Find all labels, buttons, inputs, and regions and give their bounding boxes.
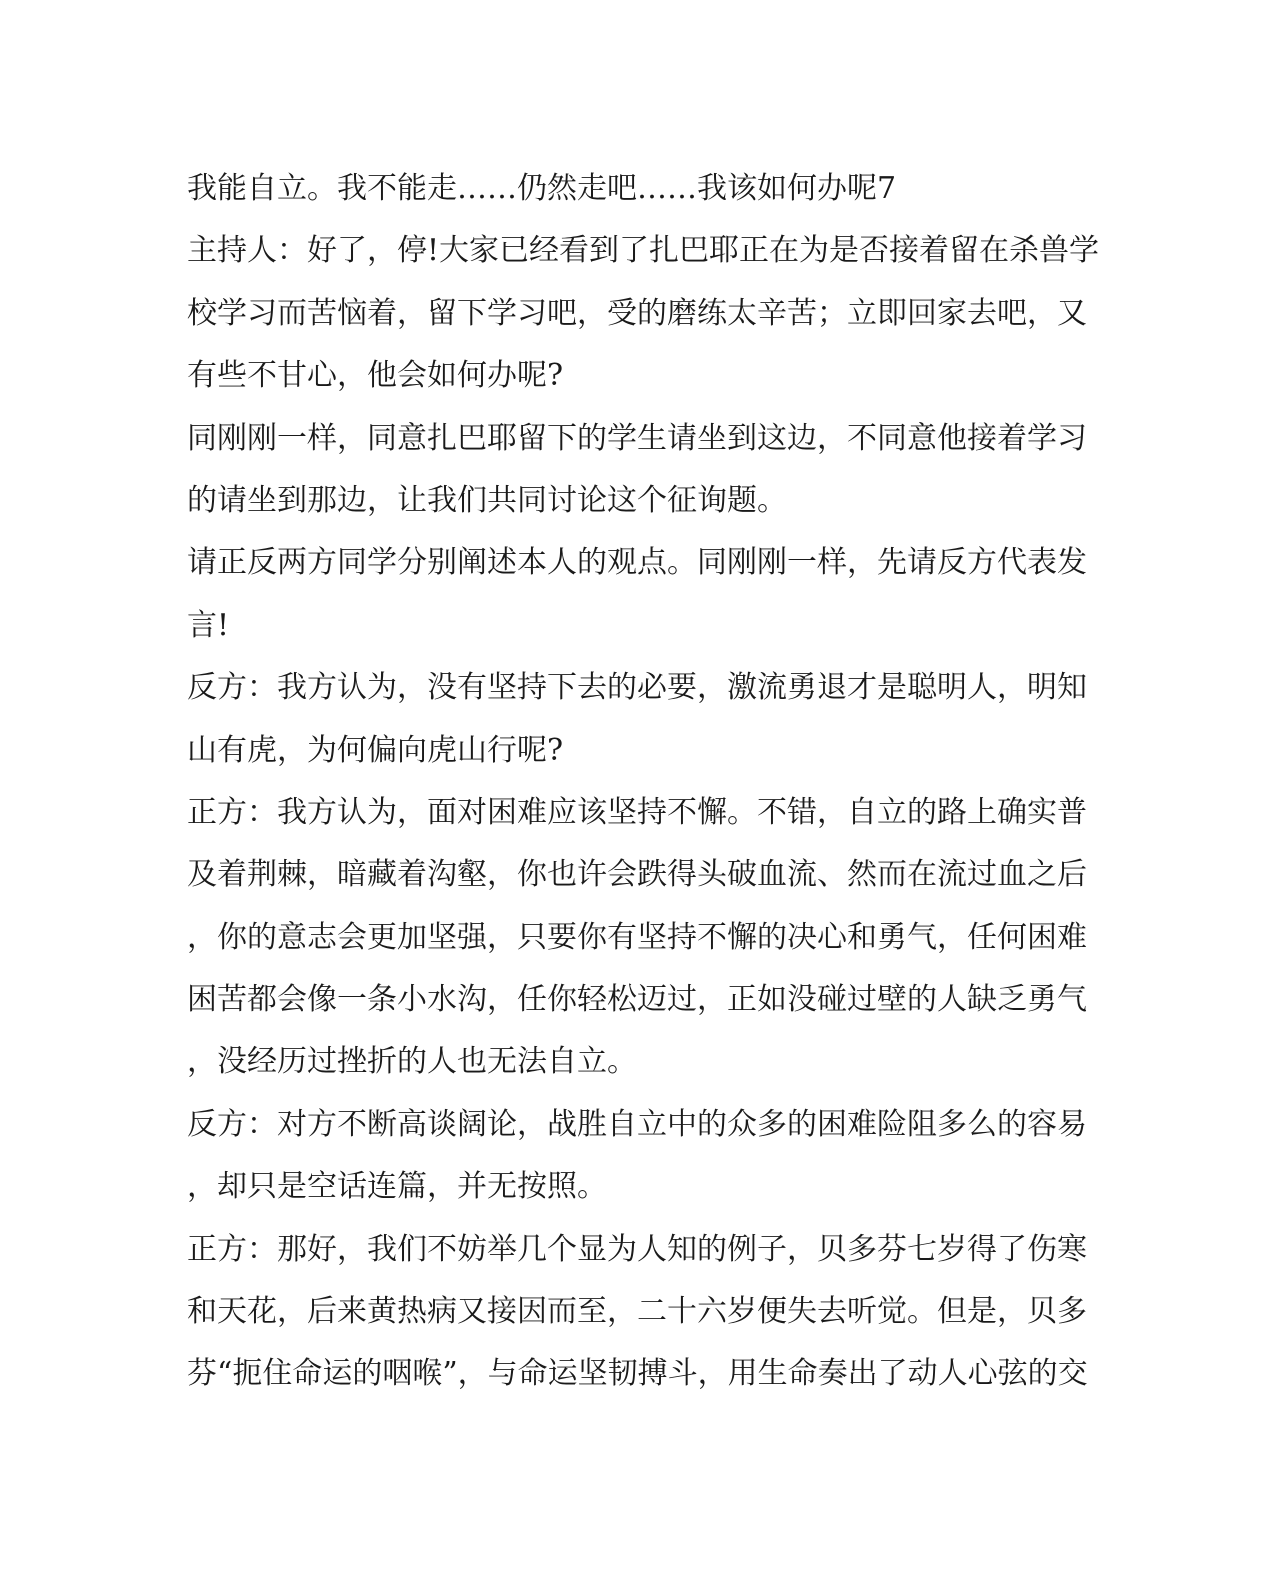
text-line-18: 正方：那好，我们不妨举几个显为人知的例子，贝多芬七岁得了伤寒: [187, 1231, 1087, 1267]
text-line-16: 反方：对方不断高谈阔论，战胜自立中的众多的困难险阻多么的容易: [187, 1106, 1087, 1142]
text-line-3: 校学习而苦恼着，留下学习吧，受的磨练太辛苦；立即回家去吧，又: [187, 295, 1087, 331]
text-line-19: 和天花，后来黄热病又接因而至，二十六岁便失去听觉。但是，贝多: [187, 1294, 1087, 1330]
text-line-17: ，却只是空话连篇，并无按照。: [187, 1169, 607, 1205]
text-line-13: ，你的意志会更加坚强，只要你有坚持不懈的决心和勇气，任何困难: [187, 919, 1087, 955]
text-line-20: 芬“扼住命运的咽喉”，与命运坚韧搏斗，用生命奏出了动人心弦的交: [187, 1356, 1088, 1392]
text-line-15: ，没经历过挫折的人也无法自立。: [187, 1044, 637, 1080]
text-line-9: 反方：我方认为，没有坚持下去的必要，激流勇退才是聪明人，明知: [187, 670, 1087, 706]
body-text: [187, 158, 1100, 1406]
text-line-8: 言!: [187, 607, 230, 643]
text-line-12: 及着荆棘，暗藏着沟壑，你也许会跌得头破血流、然而在流过血之后: [187, 857, 1087, 893]
text-line-11: 正方：我方认为，面对困难应该坚持不懈。不错，自立的路上确实普: [187, 794, 1087, 830]
text-line-1: 我能自立。我不能走……仍然走吧……我该如何办呢7: [187, 171, 897, 206]
text-line-2: 主持人：好了，停!大家已经看到了扎巴耶正在为是否接着留在杀兽学: [187, 233, 1100, 269]
text-line-10: 山有虎，为何偏向虎山行呢?: [187, 732, 564, 768]
text-line-7: 请正反两方同学分别阐述本人的观点。同刚刚一样，先请反方代表发: [187, 545, 1087, 581]
text-line-4: 有些不甘心，他会如何办呢?: [187, 358, 564, 394]
text-line-14: 困苦都会像一条小水沟，任你轻松迈过，正如没碰过壁的人缺乏勇气: [187, 982, 1087, 1018]
text-line-5: 同刚刚一样，同意扎巴耶留下的学生请坐到这边，不同意他接着学习: [187, 420, 1087, 456]
text-line-6: 的请坐到那边，让我们共同讨论这个征询题。: [187, 482, 787, 518]
